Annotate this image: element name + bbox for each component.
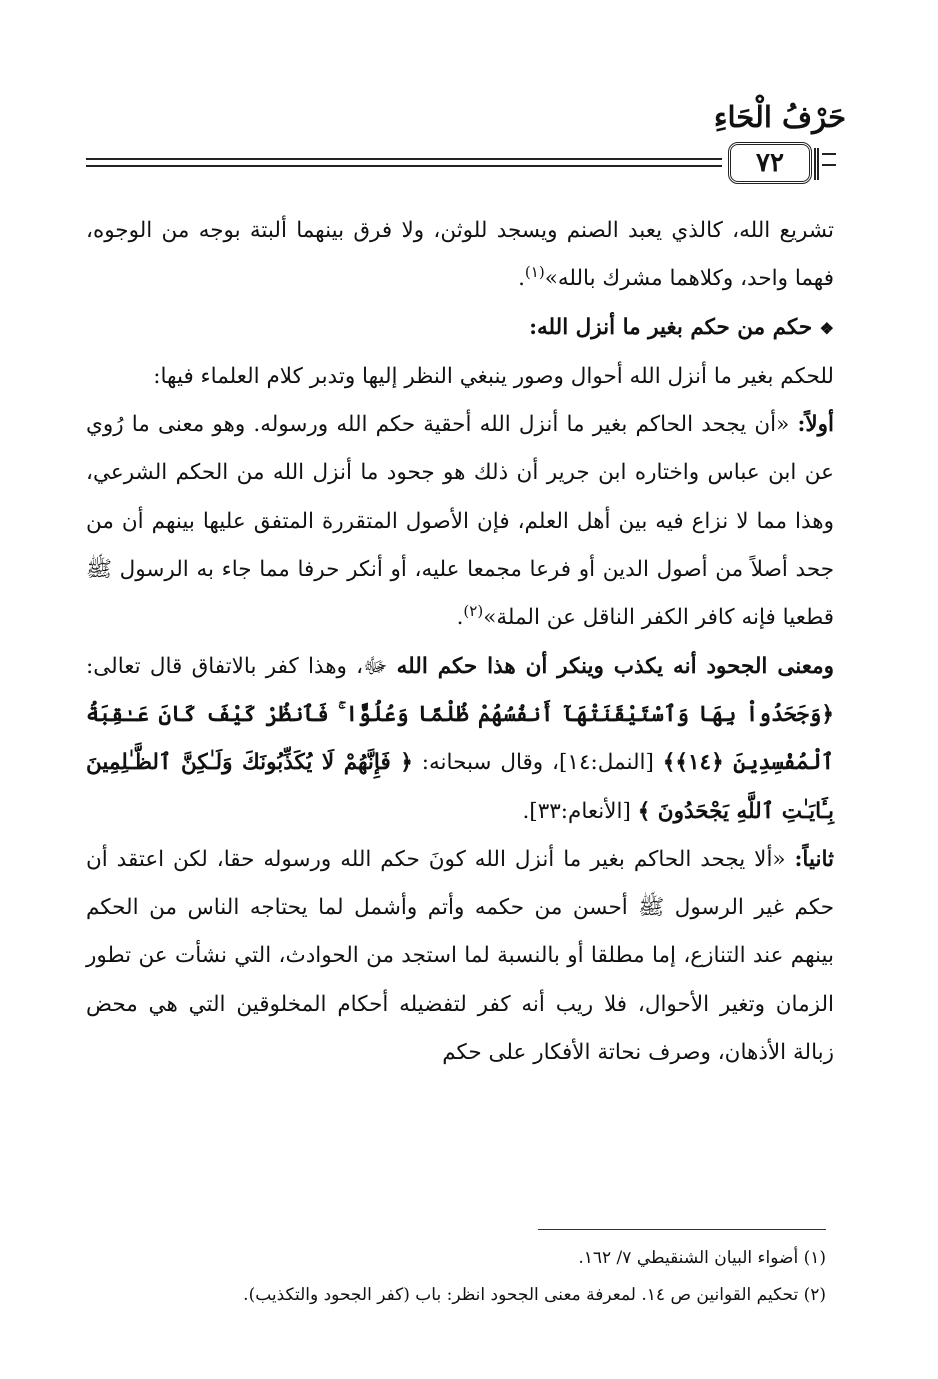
paragraph-1: تشريع الله، كالذي يعبد الصنم ويسجد للوثن، ولا فرق بينهما ألبتة بوجه من الوجوه، فهما واحد، وكلاهما مشرك بالله»$^{(١)}$. bbox=[86, 218, 834, 292]
paragraph-3: أولاً: «أن يجحد الحاكم بغير ما أنزل الله أحقية حكم الله ورسوله. وهو معنى ما رُوي عن ابن عباس واختاره ابن جرير أن ذلك هو جحود ما أنزل الله من الحكم الشرعي، وهذا مما لا نزاع فيه بين أهل العلم، فإن الأصول المتقررة المتفق عليها بينهم أن من جحد أصلاً من أصول الدين أو فرعا مجمعا عليه، أو أنكر حرفا مما جاء به الرسول ﷺ قطعيا فإنه كافر الكفر الناقل عن الملة»$^{(٢)}$. bbox=[86, 412, 834, 631]
footnote-1: (١) أضواء البيان الشنقيطي ٧/ ١٦٢. bbox=[578, 1248, 826, 1268]
footnote-ref-2: (٢) bbox=[463, 602, 484, 621]
header-rule-bottom bbox=[86, 165, 722, 167]
footnote-divider bbox=[538, 1229, 826, 1230]
page-number: ٧٢ bbox=[756, 148, 784, 178]
quran-verse-2: ﴿ فَإِنَّهُمْ لَا يُكَذِّبُونَكَ وَلَـٰكِنَّ ٱلظَّـٰلِمِينَ بِـَٔايَـٰتِ ٱللَّهِ يَجْحَدُونَ ﴾ bbox=[86, 750, 834, 824]
footnote-ref-1: (١) bbox=[524, 263, 545, 282]
running-title: حَرْفُ الْحَاءِ bbox=[713, 100, 846, 134]
footnotes bbox=[86, 1240, 826, 1314]
header-ornament bbox=[822, 153, 836, 166]
header-rule-top bbox=[86, 158, 722, 160]
quran-verse-1: ﴿وَجَحَدُواْ بِهَا وَٱسْتَيْقَنَتْهَآ أَنفُسُهُمْ ظُلْمًا وَعُلُوًّا ۚ فَٱنظُرْ كَيْفَ كَانَ عَـٰقِبَةُ ٱلْمُفْسِدِينَ ﴿١٤﴾﴾ bbox=[86, 701, 834, 776]
paragraph-4: ومعنى الجحود أنه يكذب وينكر أن هذا حكم الله ﷻ، وهذا كفر بالاتفاق قال تعالى: ﴿وَجَحَدُواْ بِهَا وَٱسْتَيْقَنَتْهَآ أَنفُسُهُمْ ظُلْمًا وَعُلُوًّا ۚ فَٱنظُرْ كَيْفَ كَانَ عَـٰقِبَةُ ٱلْمُفْسِدِينَ ﴿١٤﴾﴾ [النمل:١٤]، وقال سبحانه: ﴿ فَإِنَّهُمْ لَا يُكَذِّبُونَكَ وَلَـٰكِنَّ ٱلظَّـٰلِمِينَ بِـَٔايَـٰتِ ٱللَّهِ يَجْحَدُونَ ﴾ [الأنعام:٣٣]. bbox=[86, 653, 834, 824]
paragraph-2: للحكم بغير ما أنزل الله أحوال وصور ينبغي النظر إليها وتدبر كلام العلماء فيها: bbox=[153, 363, 834, 389]
ordinal-second: ثانياً: bbox=[794, 846, 834, 872]
footnote-2: (٢) تحكيم القوانين ص ١٤. لمعرفة معنى الجحود انظر: باب (كفر الجحود والتكذيب). bbox=[243, 1285, 826, 1305]
paragraph-5: ثانياً: «ألا يجحد الحاكم بغير ما أنزل الله كونَ حكم الله ورسوله حقا، لكن اعتقد أن حكم غير الرسول ﷺ أحسن من حكمه وأتم وأشمل لما يحتاجه الناس من الحكم بينهم عند التنازع، إما مطلقا أو بالنسبة لما استجد من الحوادث، التي نشأت عن تطور الزمان وتغير الأحوال، فلا ريب أنه كفر لتفضيله أحكام المخلوقين التي هي محض زبالة الأذهان، وصرف نحاتة الأفكار على حكم bbox=[86, 846, 834, 1066]
ordinal-first: أولاً: bbox=[797, 412, 834, 438]
page-number-box bbox=[728, 142, 812, 184]
section-heading: ❖ حكم من حكم بغير ما أنزل الله: bbox=[529, 314, 834, 340]
main-text bbox=[86, 207, 834, 1077]
page-box-ornament bbox=[814, 148, 819, 180]
diamond-bullet-icon: ❖ bbox=[819, 318, 834, 338]
bold-phrase: ومعنى الجحود أنه يكذب وينكر أن هذا حكم الله bbox=[396, 653, 834, 679]
